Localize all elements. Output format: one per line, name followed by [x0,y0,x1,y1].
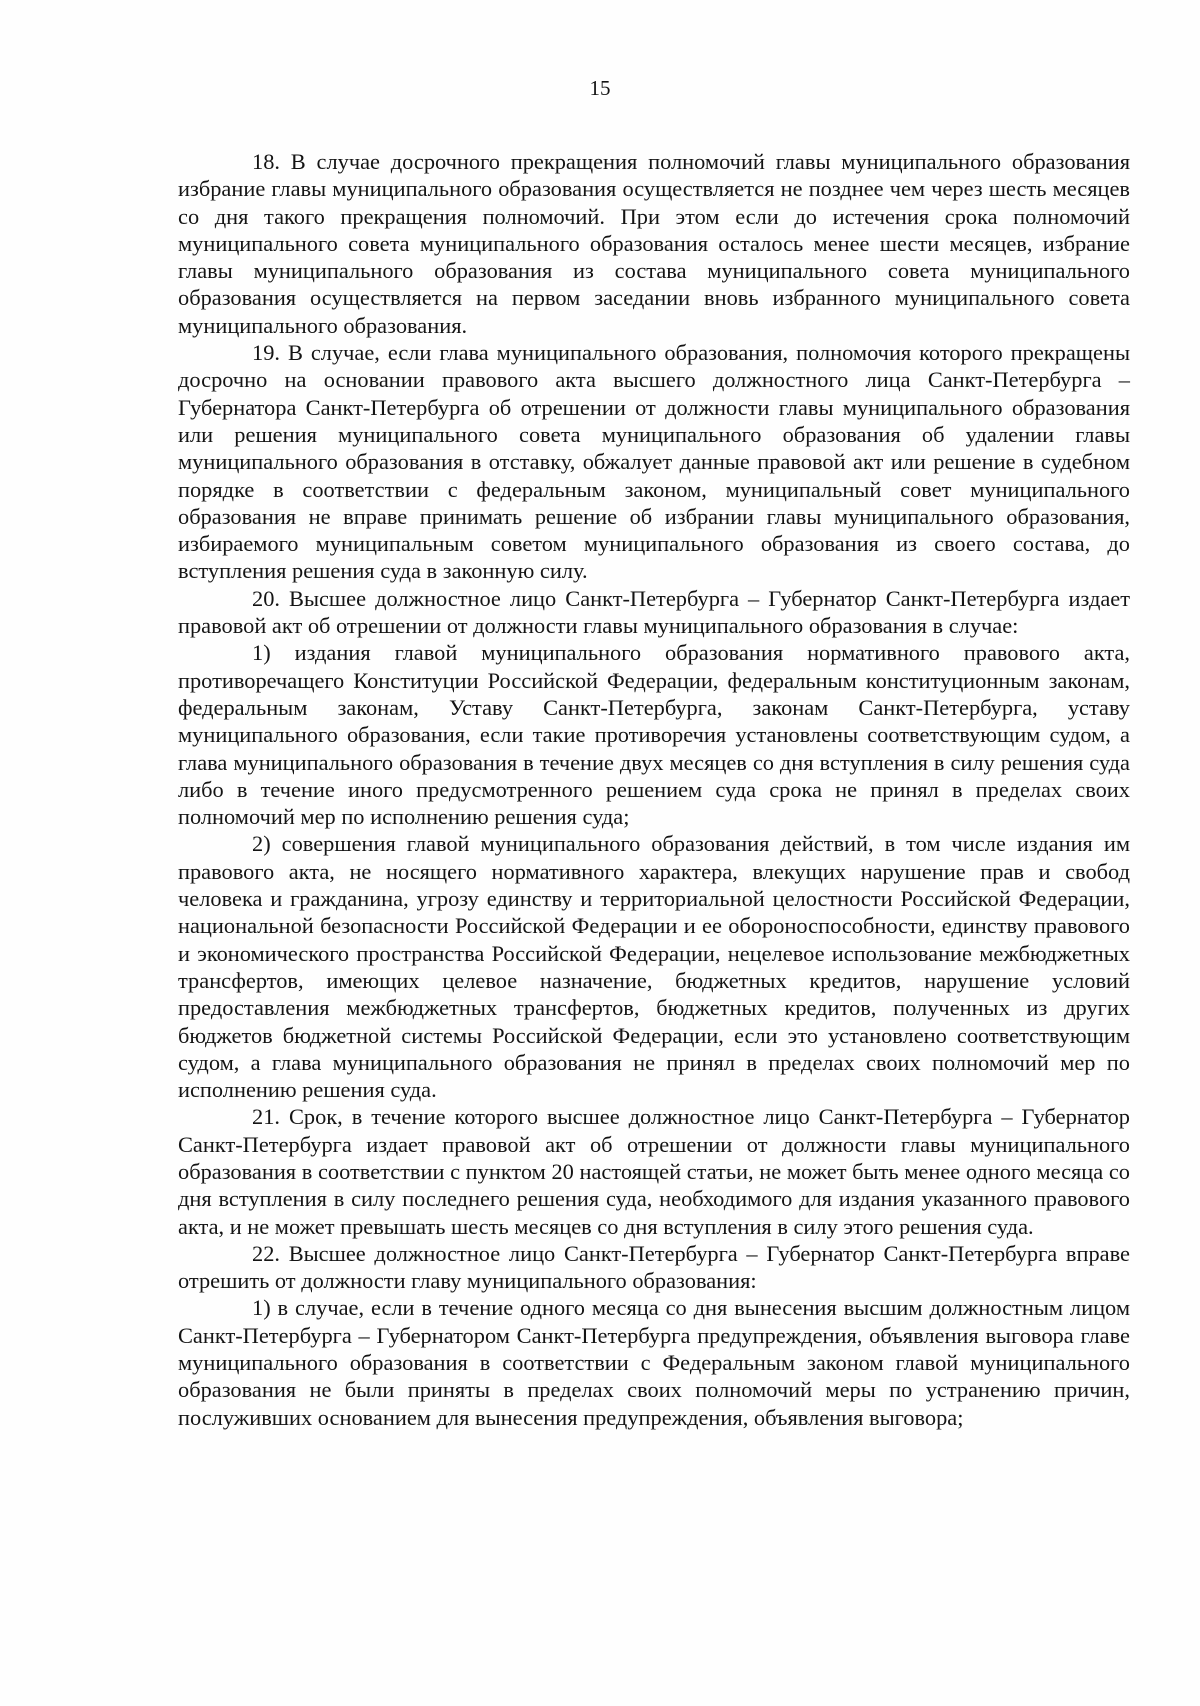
paragraph-19: 19. В случае, если глава муниципального образования, полномочия которого прекращены досрочно на основании правового акта высшего должностного лица Санкт-Петербурга – Губернатора Санкт-Петербурга об отрешении от должности главы муниципального образования или решения муниципального совета муниципального образования об удалении главы муниципального образования в отставку, обжалует данные правовой акт или решение в судебном порядке в соответствии с федеральным законом, муниципальный совет муниципального образования не вправе принимать решение об избрании главы муниципального образования, избираемого муниципальным советом муниципального образования из своего состава, до вступления решения суда в законную силу. [178,340,1130,584]
paragraph-22-item-1: 1) в случае, если в течение одного месяца со дня вынесения высшим должностным лицом Санкт-Петербурга – Губернатором Санкт-Петербурга предупреждения, объявления выговора главе муниципального образования в соответствии с Федеральным законом главой муниципального образования не были приняты в пределах своих полномочий меры по устранению причин, послуживших основанием для вынесения предупреждения, объявления выговора; [178,1295,1130,1430]
paragraph-21: 21. Срок, в течение которого высшее должностное лицо Санкт-Петербурга – Губернатор Санкт-Петербурга издает правовой акт об отрешении от должности главы муниципального образования в соответствии с пунктом 20 настоящей статьи, не может быть менее одного месяца со дня вступления в силу последнего решения суда, необходимого для издания указанного правового акта, и не может превышать шесть месяцев со дня вступления в силу этого решения суда. [178,1104,1130,1239]
document-body [178,148,1130,1431]
paragraph-18: 18. В случае досрочного прекращения полномочий главы муниципального образования избрание главы муниципального образования осуществляется не позднее чем через шесть месяцев со дня такого прекращения полномочий. При этом если до истечения срока полномочий муниципального совета муниципального образования осталось менее шести месяцев, избрание главы муниципального образования из состава муниципального совета муниципального образования осуществляется на первом заседании вновь избранного муниципального совета муниципального образования. [178,149,1130,338]
page-number: 15 [589,76,611,100]
paragraph-20-item-1: 1) издания главой муниципального образования нормативного правового акта, противоречащего Конституции Российской Федерации, федеральным конституционным законам, федеральным законам, Уставу Санкт-Петербурга, законам Санкт-Петербурга, уставу муниципального образования, если такие противоречия установлены соответствующим судом, а глава муниципального образования в течение двух месяцев со дня вступления в силу решения суда либо в течение иного предусмотренного решением суда срока не принял в пределах своих полномочий мер по исполнению решения суда; [178,640,1130,830]
paragraph-20-item-2: 2) совершения главой муниципального образования действий, в том числе издания им правового акта, не носящего нормативного характера, влекущих нарушение прав и свобод человека и гражданина, угрозу единству и территориальной целостности Российской Федерации, национальной безопасности Российской Федерации и ее обороноспособности, единству правового и экономического пространства Российской Федерации, нецелевое использование межбюджетных трансфертов, имеющих целевое назначение, бюджетных кредитов, нарушение условий предоставления межбюджетных трансфертов, бюджетных кредитов, полученных из других бюджетов бюджетной системы Российской Федерации, если это установлено соответствующим судом, а глава муниципального образования не принял в пределах своих полномочий мер по исполнению решения суда. [178,831,1130,1103]
paragraph-20: 20. Высшее должностное лицо Санкт-Петербурга – Губернатор Санкт-Петербурга издает правовой акт об отрешении от должности главы муниципального образования в случае: [178,585,1130,639]
paragraph-22: 22. Высшее должностное лицо Санкт-Петербурга – Губернатор Санкт-Петербурга вправе отрешить от должности главу муниципального образования: [178,1240,1130,1294]
